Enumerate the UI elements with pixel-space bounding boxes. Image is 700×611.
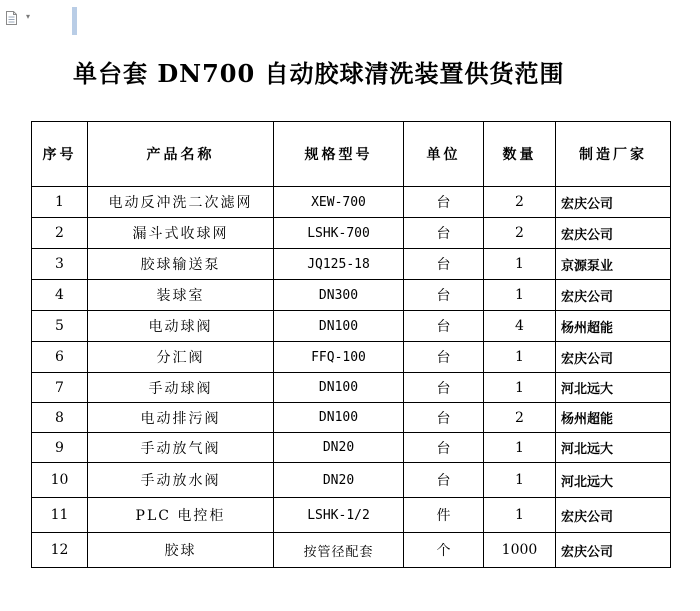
cell-name: 电动球阀 (88, 311, 274, 342)
cell-name: 手动放水阀 (88, 463, 274, 498)
table-row (32, 280, 671, 311)
table-row (32, 498, 671, 533)
cell-maker: 宏庆公司 (556, 187, 671, 218)
cell-model: DN20 (274, 463, 404, 498)
cell-maker: 宏庆公司 (556, 218, 671, 249)
cell-name: PLC 电控柜 (88, 498, 274, 533)
table-row (32, 249, 671, 280)
cell-maker: 杨州超能 (556, 311, 671, 342)
cell-maker: 河北远大 (556, 373, 671, 403)
cell-qty: 4 (484, 311, 556, 342)
cell-name: 胶球 (88, 533, 274, 568)
cell-unit: 台 (404, 218, 484, 249)
cell-qty: 1000 (484, 533, 556, 568)
cell-name: 手动放气阀 (88, 433, 274, 463)
cell-model: JQ125-18 (274, 249, 404, 280)
cell-no: 9 (32, 433, 88, 463)
table-row (32, 373, 671, 403)
cell-no: 11 (32, 498, 88, 533)
cell-qty: 1 (484, 280, 556, 311)
cell-no: 4 (32, 280, 88, 311)
table-row (32, 433, 671, 463)
cell-qty: 2 (484, 187, 556, 218)
cell-model: DN100 (274, 373, 404, 403)
cell-qty: 2 (484, 403, 556, 433)
supply-scope-table (31, 121, 671, 568)
table-row (32, 218, 671, 249)
table-row (32, 342, 671, 373)
cell-no: 8 (32, 403, 88, 433)
cell-model: DN100 (274, 311, 404, 342)
table-row (32, 463, 671, 498)
table-header-row (32, 122, 671, 187)
cell-maker: 宏庆公司 (556, 342, 671, 373)
cell-no: 5 (32, 311, 88, 342)
cell-unit: 台 (404, 249, 484, 280)
table-row (32, 311, 671, 342)
cell-no: 2 (32, 218, 88, 249)
table-row (32, 533, 671, 568)
cell-model: XEW-700 (274, 187, 404, 218)
cell-no: 7 (32, 373, 88, 403)
cell-maker: 宏庆公司 (556, 533, 671, 568)
cell-unit: 台 (404, 311, 484, 342)
cell-unit: 台 (404, 373, 484, 403)
header-manufacturer: 制造厂家 (556, 122, 671, 187)
cell-maker: 宏庆公司 (556, 498, 671, 533)
cell-qty: 1 (484, 342, 556, 373)
cell-unit: 台 (404, 187, 484, 218)
cell-unit: 个 (404, 533, 484, 568)
cell-maker: 宏庆公司 (556, 280, 671, 311)
cell-model: DN20 (274, 433, 404, 463)
cell-qty: 1 (484, 249, 556, 280)
cell-no: 12 (32, 533, 88, 568)
cell-qty: 1 (484, 463, 556, 498)
cell-unit: 台 (404, 403, 484, 433)
cell-name: 电动反冲洗二次滤网 (88, 187, 274, 218)
cell-model: DN100 (274, 403, 404, 433)
table-row (32, 403, 671, 433)
cell-unit: 件 (404, 498, 484, 533)
header-serial-no: 序号 (32, 122, 88, 187)
page-title: 单台套 DN700 自动胶球清洗装置供货范围 (73, 59, 565, 88)
cell-no: 6 (32, 342, 88, 373)
header-quantity: 数量 (484, 122, 556, 187)
cell-no: 10 (32, 463, 88, 498)
cell-maker: 河北远大 (556, 463, 671, 498)
cell-unit: 台 (404, 463, 484, 498)
text-cursor-marker (72, 7, 77, 35)
cell-model: LSHK-1/2 (274, 498, 404, 533)
cell-name: 分汇阀 (88, 342, 274, 373)
cell-model: 按管径配套 (274, 533, 404, 568)
cell-no: 1 (32, 187, 88, 218)
cell-model: LSHK-700 (274, 218, 404, 249)
cell-name: 胶球输送泵 (88, 249, 274, 280)
header-model: 规格型号 (274, 122, 404, 187)
cell-maker: 京源泵业 (556, 249, 671, 280)
header-unit: 单位 (404, 122, 484, 187)
cell-maker: 河北远大 (556, 433, 671, 463)
document-icon[interactable] (6, 11, 17, 25)
cell-model: DN300 (274, 280, 404, 311)
cell-unit: 台 (404, 280, 484, 311)
cell-qty: 2 (484, 218, 556, 249)
cell-name: 装球室 (88, 280, 274, 311)
header-product-name: 产品名称 (88, 122, 274, 187)
cell-unit: 台 (404, 342, 484, 373)
cell-name: 电动排污阀 (88, 403, 274, 433)
cell-qty: 1 (484, 498, 556, 533)
cell-name: 手动球阀 (88, 373, 274, 403)
cell-no: 3 (32, 249, 88, 280)
cell-maker: 杨州超能 (556, 403, 671, 433)
cell-name: 漏斗式收球网 (88, 218, 274, 249)
cell-qty: 1 (484, 373, 556, 403)
dropdown-caret-icon[interactable]: ▾ (26, 12, 31, 21)
cell-unit: 台 (404, 433, 484, 463)
table-row (32, 187, 671, 218)
cell-model: FFQ-100 (274, 342, 404, 373)
cell-qty: 1 (484, 433, 556, 463)
